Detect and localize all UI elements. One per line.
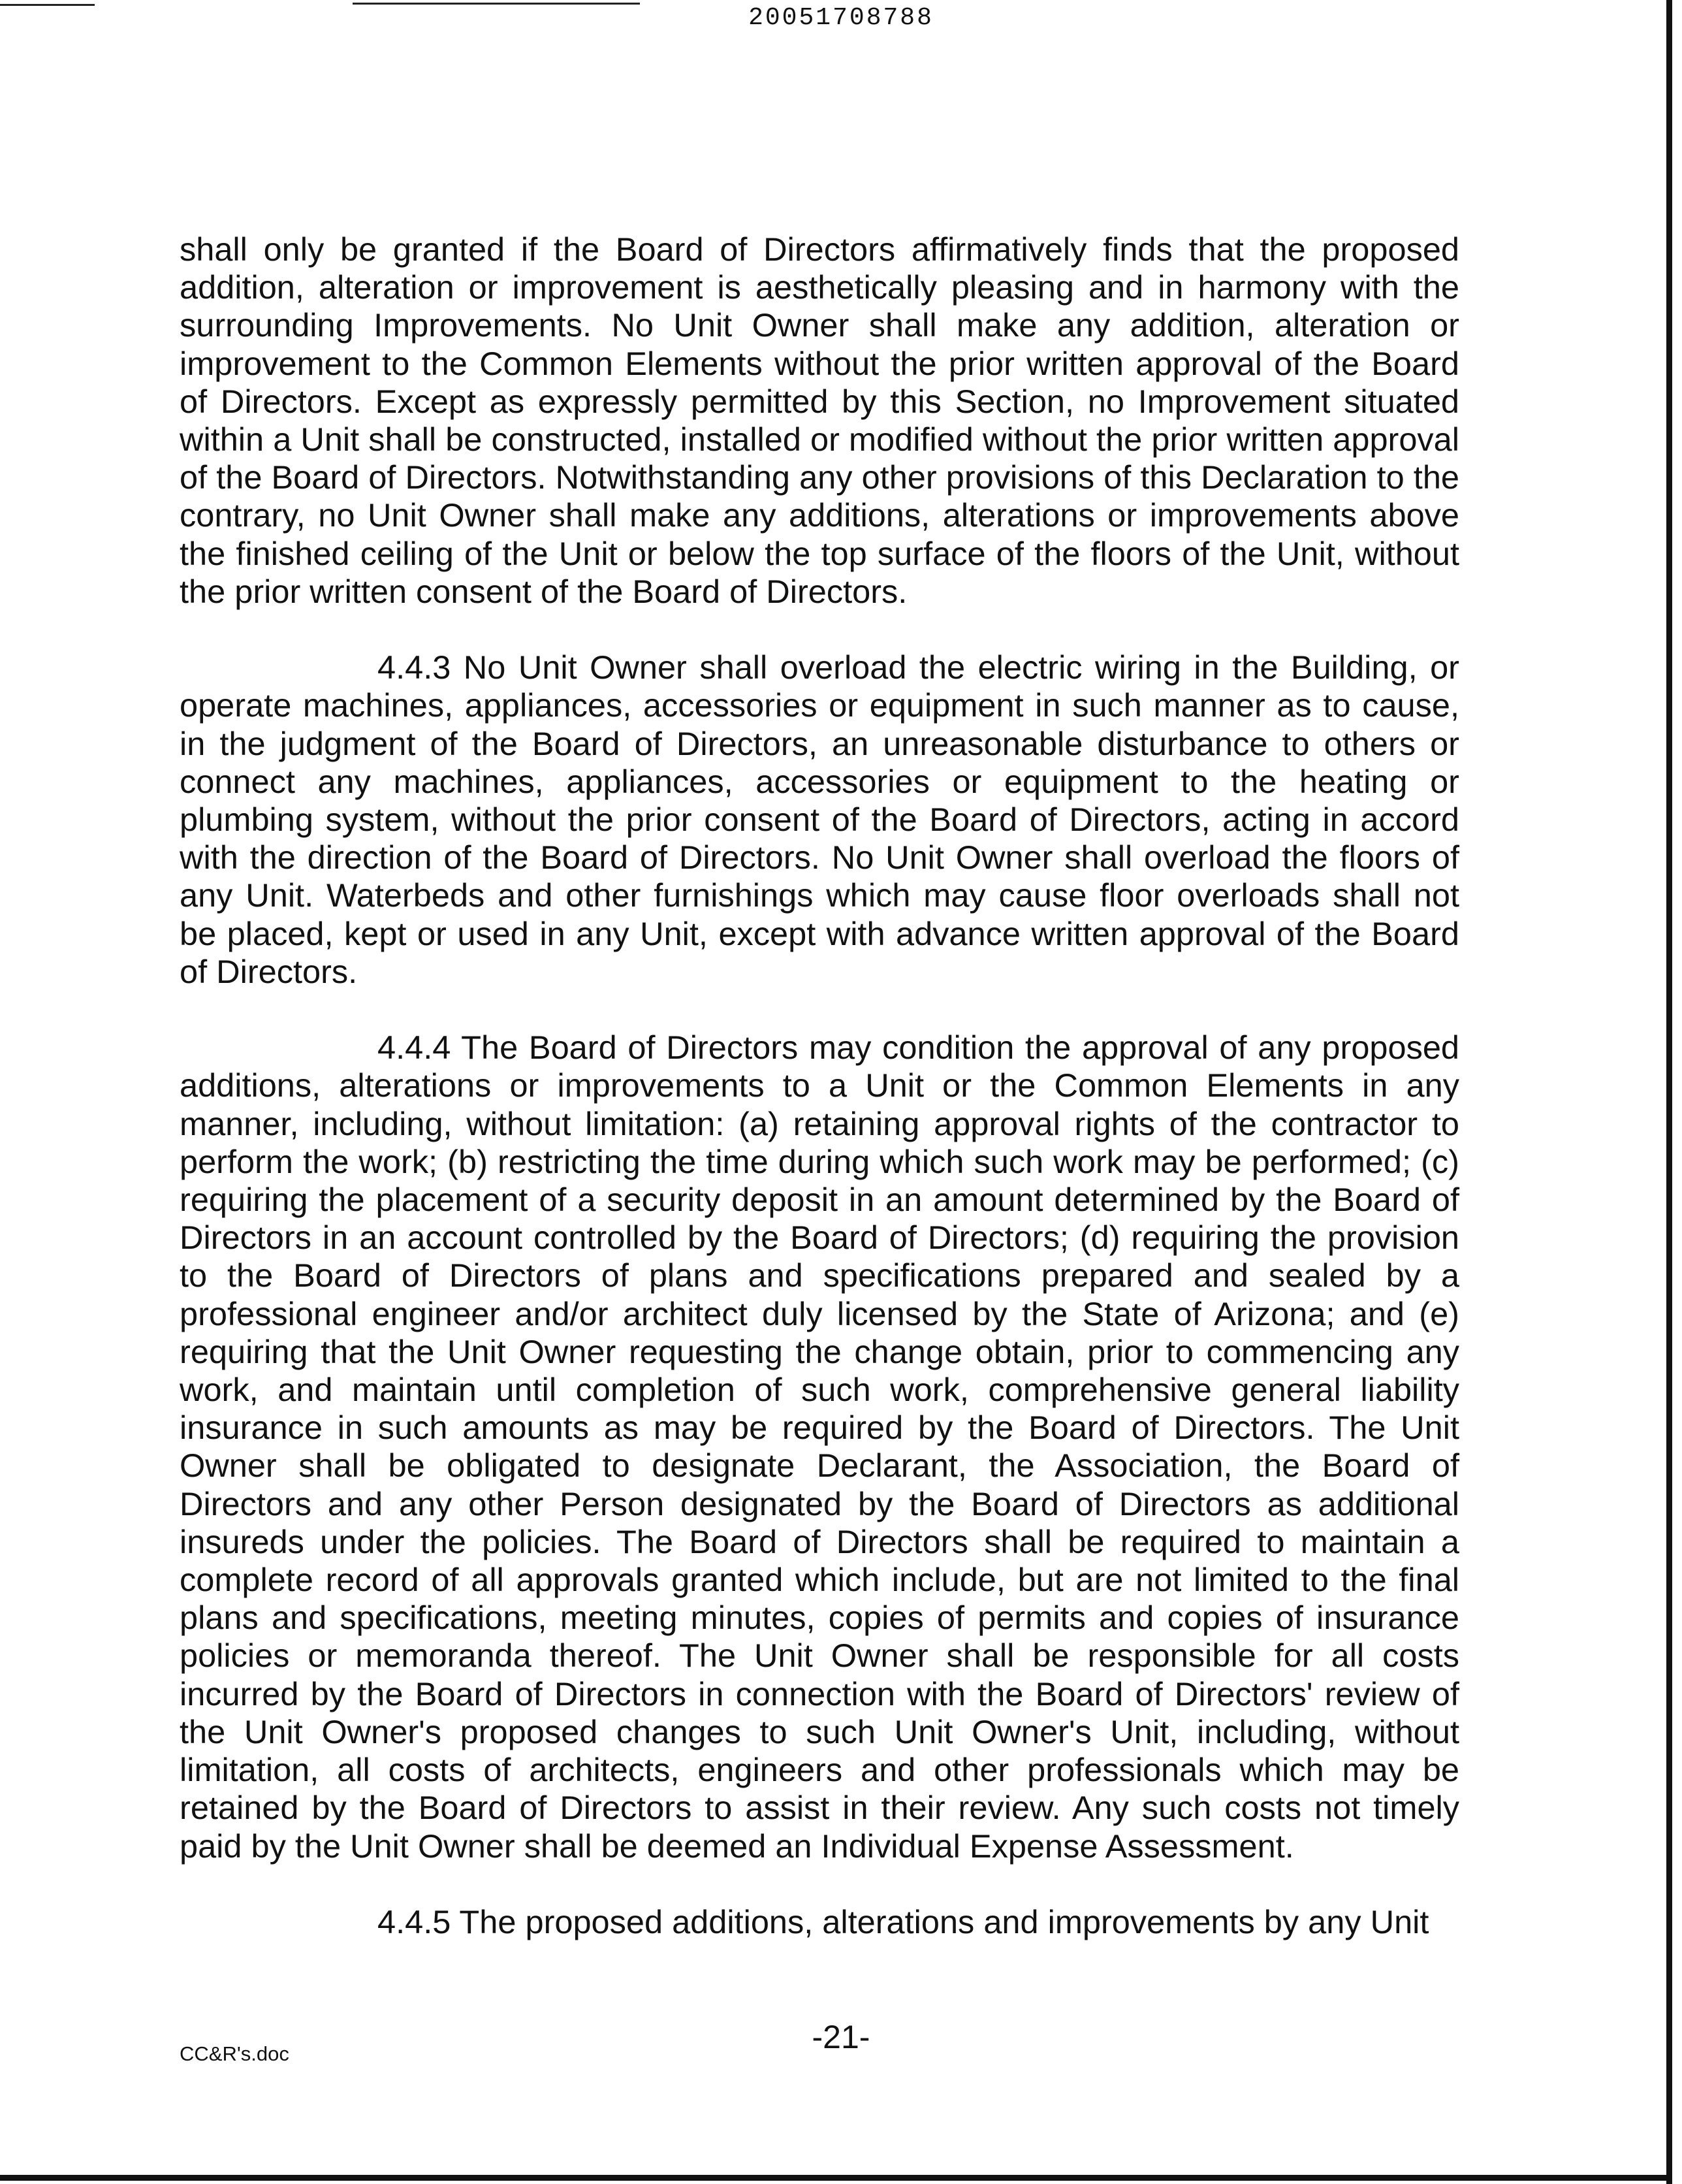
document-number: 20051708788	[748, 4, 934, 32]
footer-filename: CC&R's.doc	[180, 2042, 289, 2065]
document-body	[180, 231, 1459, 1979]
bottom-scan-border	[0, 2175, 1672, 2181]
paragraph-4-4-4: 4.4.4 The Board of Directors may condition the approval of any proposed additions, alterations or improvements to a Unit or the Common Elements in any manner, including, without limitation: (a) retaining approval rights of the contractor to perform the work; (b) restricting the time during which such work may be performed; (c) requiring the placement of a security deposit in an amount determined by the Board of Directors in an account controlled by the Board of Directors; (d) requiring the provision to the Board of Directors of plans and specifications prepared and sealed by a professional engineer and/or architect duly licensed by the State of Arizona; and (e) requiring that the Unit Owner requesting the change obtain, prior to commencing any work, and maintain until completion of such work, comprehensive general liability insurance in such amounts as may be required by the Board of Directors. The Unit Owner shall be obligated to designate Declarant, the Association, the Board of Directors and any other Person designated by the Board of Directors as additional insureds under the policies. The Board of Directors shall be required to maintain a complete record of all approvals granted which include, but are not limited to the final plans and specifications, meeting minutes, copies of permits and copies of insurance policies or memoranda thereof. The Unit Owner shall be responsible for all costs incurred by the Board of Directors in connection with the Board of Directors' review of the Unit Owner's proposed changes to such Unit Owner's Unit, including, without limitation, all costs of architects, engineers and other professionals which may be retained by the Board of Directors to assist in their review. Any such costs not timely paid by the Unit Owner shall be deemed an Individual Expense Assessment.	[180, 1029, 1459, 1865]
paragraph-4-4-5: 4.4.5 The proposed additions, alterations and improvements by any Unit	[377, 1903, 1429, 1940]
paragraph-continuation: shall only be granted if the Board of Directors affirmatively finds that the proposed addition, alteration or improvement is aesthetically pleasing and in harmony with the surrounding Improvements. No Unit Owner shall make any addition, alteration or improvement to the Common Elements without the prior written approval of the Board of Directors. Except as expressly permitted by this Section, no Improvement situated within a Unit shall be constructed, installed or modified without the prior written approval of the Board of Directors. Notwithstanding any other provisions of this Declaration to the contrary, no Unit Owner shall make any additions, alterations or improvements above the finished ceiling of the Unit or below the top surface of the floors of the Unit, without the prior written consent of the Board of Directors.	[180, 231, 1459, 610]
right-scan-border	[1666, 0, 1672, 2184]
page-number: -21-	[812, 2019, 870, 2055]
paragraph-4-4-3: 4.4.3 No Unit Owner shall overload the electric wiring in the Building, or operate machines, appliances, accessories or equipment in such manner as to cause, in the judgment of the Board of Directors, an unreasonable disturbance to others or connect any machines, appliances, accessories or equipment to the heating or plumbing system, without the prior consent of the Board of Directors, acting in accord with the direction of the Board of Directors. No Unit Owner shall overload the floors of any Unit. Waterbeds and other furnishings which may cause floor overloads shall not be placed, kept or used in any Unit, except with advance written approval of the Board of Directors.	[180, 649, 1459, 990]
